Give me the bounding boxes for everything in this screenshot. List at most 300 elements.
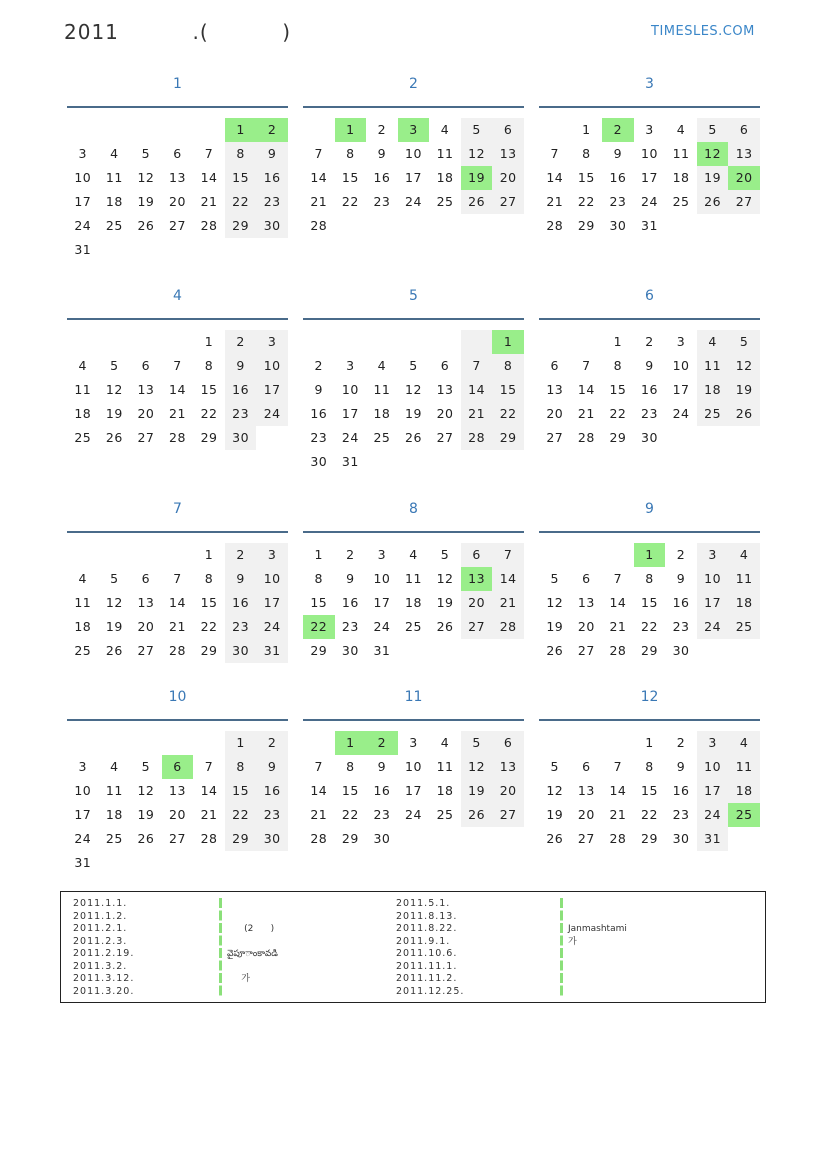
day-cell: 28 xyxy=(200,218,218,233)
day-cell: 1 xyxy=(314,547,323,562)
month-10 xyxy=(67,685,288,875)
empty-cell xyxy=(130,238,162,262)
holiday-date: 2011.2.3. xyxy=(73,935,128,947)
day-cell: 23 xyxy=(373,807,391,822)
day-cell: 23 xyxy=(256,803,288,827)
day-cell: 21 xyxy=(310,194,328,209)
day-cell: 20 xyxy=(577,619,595,634)
empty-cell xyxy=(571,543,603,567)
day-cell: 19 xyxy=(546,619,564,634)
day-cell: 20 xyxy=(169,194,186,209)
day-cell: 26 xyxy=(405,430,422,445)
week-row xyxy=(67,378,288,402)
day-cell: 20 xyxy=(492,779,524,803)
day-cell: 9 xyxy=(225,354,257,378)
empty-cell xyxy=(429,827,461,851)
day-cell: 11 xyxy=(74,595,92,610)
day-cell: 26 xyxy=(436,619,454,634)
day-cell: 6 xyxy=(162,755,194,779)
empty-cell xyxy=(461,639,493,663)
empty-cell xyxy=(492,214,524,238)
empty-cell xyxy=(130,731,162,755)
week-row xyxy=(539,166,760,190)
day-cell: 21 xyxy=(609,807,627,822)
day-cell: 8 xyxy=(204,571,214,586)
day-cell: 8 xyxy=(645,571,654,586)
day-cell: 27 xyxy=(461,615,493,639)
empty-cell xyxy=(539,330,571,354)
day-cell: 27 xyxy=(169,218,186,233)
day-cell: 16 xyxy=(341,595,359,610)
day-cell: 7 xyxy=(173,571,182,586)
weekday-header xyxy=(303,320,524,330)
day-cell: 14 xyxy=(169,595,186,610)
day-cell: 16 xyxy=(256,166,288,190)
day-cell: 30 xyxy=(373,831,391,846)
day-cell: 24 xyxy=(641,194,658,209)
day-cell: 22 xyxy=(341,807,359,822)
holiday-date: 2011.2.1. xyxy=(73,923,128,934)
day-cell: 30 xyxy=(256,827,288,851)
week-row xyxy=(539,543,760,567)
week-row xyxy=(67,731,288,755)
day-cell: 1 xyxy=(204,547,214,562)
week-row xyxy=(539,354,760,378)
month-2 xyxy=(303,72,524,238)
day-cell: 13 xyxy=(577,783,595,798)
empty-cell xyxy=(429,330,461,354)
day-cell: 15 xyxy=(641,595,658,610)
day-cell: 15 xyxy=(310,595,328,610)
day-cell: 29 xyxy=(200,430,218,445)
day-cell: 27 xyxy=(577,831,595,846)
day-cell: 7 xyxy=(582,358,591,373)
day-cell: 27 xyxy=(169,831,186,846)
empty-cell xyxy=(697,214,729,238)
day-cell: 25 xyxy=(405,619,422,634)
day-cell: 10 xyxy=(405,759,422,774)
weekday-header xyxy=(539,721,760,731)
day-cell: 2 xyxy=(602,118,634,142)
empty-cell xyxy=(461,330,493,354)
week-row xyxy=(539,214,760,238)
day-cell: 8 xyxy=(225,142,257,166)
holiday-name xyxy=(568,986,627,999)
day-cell: 25 xyxy=(728,803,760,827)
day-cell: 6 xyxy=(492,118,524,142)
day-cell: 14 xyxy=(310,170,328,185)
day-cell: 20 xyxy=(577,807,595,822)
day-cell: 25 xyxy=(697,402,729,426)
empty-cell xyxy=(130,118,162,142)
day-cell: 22 xyxy=(200,619,218,634)
holiday-name xyxy=(568,961,627,974)
day-cell: 6 xyxy=(141,358,151,373)
week-row xyxy=(303,779,524,803)
week-row xyxy=(303,426,524,450)
holiday-date: 2011.8.13. xyxy=(396,910,458,922)
day-cell: 1 xyxy=(634,543,666,567)
weekday-header xyxy=(67,721,288,731)
empty-cell xyxy=(571,731,603,755)
day-cell: 24 xyxy=(256,402,288,426)
week-row xyxy=(67,330,288,354)
day-cell: 11 xyxy=(405,571,422,586)
day-cell: 2 xyxy=(377,122,387,137)
day-cell: 18 xyxy=(74,406,92,421)
empty-cell xyxy=(697,639,729,663)
day-cell: 20 xyxy=(436,406,454,421)
holiday-date: 2011.8.22. xyxy=(396,923,458,934)
day-cell: 21 xyxy=(169,619,186,634)
day-cell: 2 xyxy=(256,731,288,755)
week-row xyxy=(67,639,288,663)
day-cell: 21 xyxy=(492,591,524,615)
day-cell: 8 xyxy=(492,354,524,378)
empty-cell xyxy=(398,330,430,354)
day-cell: 23 xyxy=(672,807,690,822)
day-cell: 14 xyxy=(609,595,627,610)
day-cell: 11 xyxy=(105,783,123,798)
day-cell: 23 xyxy=(672,619,690,634)
week-row xyxy=(303,803,524,827)
day-cell: 17 xyxy=(256,378,288,402)
day-cell: 20 xyxy=(461,591,493,615)
week-row xyxy=(539,190,760,214)
day-cell: 11 xyxy=(728,755,760,779)
day-cell: 15 xyxy=(641,783,658,798)
day-cell: 3 xyxy=(398,118,430,142)
empty-cell xyxy=(602,731,634,755)
day-cell: 5 xyxy=(110,358,119,373)
day-cell: 14 xyxy=(200,170,218,185)
day-cell: 30 xyxy=(341,643,359,658)
empty-cell xyxy=(99,330,131,354)
week-row xyxy=(67,755,288,779)
day-cell: 6 xyxy=(461,543,493,567)
empty-cell xyxy=(429,214,461,238)
week-row xyxy=(539,426,760,450)
day-cell: 3 xyxy=(256,330,288,354)
empty-cell xyxy=(571,330,603,354)
holiday-name: వైపూ‌ాంకావడి xyxy=(227,949,278,959)
day-cell: 24 xyxy=(405,807,422,822)
day-cell: 19 xyxy=(405,406,422,421)
day-cell: 24 xyxy=(405,194,422,209)
day-cell: 25 xyxy=(105,831,123,846)
empty-cell xyxy=(162,118,194,142)
month-title: 9 xyxy=(645,501,654,517)
day-cell: 12 xyxy=(105,382,123,397)
empty-cell xyxy=(665,214,697,238)
month-title: 4 xyxy=(173,288,182,304)
day-cell: 4 xyxy=(110,146,119,161)
day-cell: 18 xyxy=(74,619,92,634)
day-cell: 10 xyxy=(373,571,391,586)
empty-cell xyxy=(67,330,99,354)
day-cell: 27 xyxy=(492,803,524,827)
day-cell: 1 xyxy=(225,731,257,755)
day-cell: 25 xyxy=(74,643,92,658)
day-cell: 11 xyxy=(436,146,454,161)
weekday-header xyxy=(303,721,524,731)
day-cell: 11 xyxy=(436,759,454,774)
day-cell: 3 xyxy=(645,122,654,137)
empty-cell xyxy=(162,238,194,262)
day-cell: 26 xyxy=(137,218,155,233)
empty-cell xyxy=(99,851,131,875)
month-6 xyxy=(539,284,760,450)
day-cell: 12 xyxy=(436,571,454,586)
day-cell: 4 xyxy=(377,358,387,373)
day-cell: 3 xyxy=(346,358,355,373)
holiday-date: 2011.3.2. xyxy=(73,960,128,972)
empty-cell xyxy=(193,118,225,142)
day-cell: 5 xyxy=(550,571,559,586)
week-row xyxy=(539,639,760,663)
day-cell: 22 xyxy=(577,194,595,209)
day-cell: 17 xyxy=(405,783,422,798)
month-title: 5 xyxy=(409,288,418,304)
day-cell: 8 xyxy=(314,571,323,586)
day-cell: 14 xyxy=(609,783,627,798)
empty-cell xyxy=(398,214,430,238)
week-row xyxy=(303,354,524,378)
day-cell: 25 xyxy=(728,615,760,639)
week-row xyxy=(67,779,288,803)
day-cell: 11 xyxy=(373,382,391,397)
day-cell: 19 xyxy=(137,194,155,209)
week-row xyxy=(539,827,760,851)
day-cell: 13 xyxy=(546,382,564,397)
day-cell: 13 xyxy=(169,170,186,185)
day-cell: 7 xyxy=(461,354,493,378)
empty-cell xyxy=(130,851,162,875)
day-cell: 23 xyxy=(641,406,658,421)
day-cell: 5 xyxy=(110,571,119,586)
day-cell: 10 xyxy=(672,358,690,373)
empty-cell xyxy=(162,543,194,567)
day-cell: 5 xyxy=(141,146,151,161)
day-cell: 19 xyxy=(697,166,729,190)
day-cell: 8 xyxy=(346,759,355,774)
day-cell: 12 xyxy=(461,142,493,166)
day-cell: 2 xyxy=(225,543,257,567)
day-cell: 2 xyxy=(676,735,686,750)
empty-cell xyxy=(256,426,288,450)
day-cell: 13 xyxy=(577,595,595,610)
day-cell: 1 xyxy=(645,735,654,750)
day-cell: 31 xyxy=(256,639,288,663)
day-cell: 10 xyxy=(256,567,288,591)
day-cell: 15 xyxy=(577,170,595,185)
day-cell: 31 xyxy=(641,218,658,233)
empty-cell xyxy=(99,238,131,262)
holiday-date: 2011.3.20. xyxy=(73,985,135,997)
day-cell: 26 xyxy=(546,831,564,846)
weekday-header xyxy=(539,108,760,118)
empty-cell xyxy=(99,118,131,142)
day-cell: 24 xyxy=(697,803,729,827)
day-cell: 15 xyxy=(225,779,257,803)
day-cell: 27 xyxy=(577,643,595,658)
day-cell: 21 xyxy=(609,619,627,634)
week-row xyxy=(539,402,760,426)
day-cell: 6 xyxy=(582,571,591,586)
week-row xyxy=(67,238,288,262)
day-cell: 27 xyxy=(436,430,454,445)
day-cell: 28 xyxy=(546,218,564,233)
day-cell: 16 xyxy=(373,170,391,185)
week-row xyxy=(303,118,524,142)
day-cell: 1 xyxy=(492,330,524,354)
day-cell: 5 xyxy=(440,547,450,562)
day-cell: 6 xyxy=(173,146,182,161)
empty-cell xyxy=(728,426,760,450)
holiday-name xyxy=(227,911,278,924)
day-cell: 13 xyxy=(137,382,155,397)
day-cell: 26 xyxy=(546,643,564,658)
week-row xyxy=(539,378,760,402)
empty-cell xyxy=(67,118,99,142)
day-cell: 12 xyxy=(461,755,493,779)
day-cell: 25 xyxy=(436,194,454,209)
day-cell: 12 xyxy=(546,783,564,798)
empty-cell xyxy=(602,543,634,567)
weekday-header xyxy=(303,108,524,118)
day-cell: 28 xyxy=(169,643,186,658)
empty-cell xyxy=(398,827,430,851)
holiday-name: Janmashtami xyxy=(568,924,627,934)
day-cell: 7 xyxy=(613,571,623,586)
day-cell: 22 xyxy=(641,619,658,634)
day-cell: 8 xyxy=(645,759,654,774)
day-cell: 13 xyxy=(137,595,155,610)
day-cell: 2 xyxy=(314,358,323,373)
day-cell: 18 xyxy=(728,779,760,803)
month-title: 3 xyxy=(645,76,654,92)
day-cell: 21 xyxy=(169,406,186,421)
week-row xyxy=(67,166,288,190)
day-cell: 5 xyxy=(728,330,760,354)
empty-cell xyxy=(366,450,398,474)
week-row xyxy=(303,731,524,755)
day-cell: 20 xyxy=(546,406,564,421)
day-cell: 3 xyxy=(409,735,418,750)
week-row xyxy=(303,755,524,779)
day-cell: 16 xyxy=(609,170,627,185)
day-cell: 6 xyxy=(492,731,524,755)
week-row xyxy=(303,330,524,354)
day-cell: 10 xyxy=(405,146,422,161)
day-cell: 22 xyxy=(303,615,335,639)
site-logo[interactable]: TIMESLES.COM xyxy=(651,24,755,39)
empty-cell xyxy=(99,543,131,567)
month-title: 12 xyxy=(640,689,659,705)
day-cell: 17 xyxy=(697,591,729,615)
day-cell: 23 xyxy=(225,402,257,426)
day-cell: 3 xyxy=(676,334,686,349)
day-cell: 10 xyxy=(74,783,92,798)
holiday-name xyxy=(568,898,627,911)
day-cell: 12 xyxy=(728,354,760,378)
day-cell: 9 xyxy=(256,755,288,779)
day-cell: 4 xyxy=(110,759,119,774)
day-cell: 9 xyxy=(225,567,257,591)
empty-cell xyxy=(67,543,99,567)
day-cell: 17 xyxy=(405,170,422,185)
day-cell: 11 xyxy=(697,354,729,378)
day-cell: 22 xyxy=(200,406,218,421)
week-row xyxy=(67,827,288,851)
day-cell: 18 xyxy=(105,194,123,209)
day-cell: 18 xyxy=(436,170,454,185)
week-row xyxy=(67,118,288,142)
empty-cell xyxy=(162,851,194,875)
day-cell: 7 xyxy=(204,146,214,161)
day-cell: 14 xyxy=(577,382,595,397)
day-cell: 7 xyxy=(550,146,559,161)
week-row xyxy=(67,214,288,238)
day-cell: 16 xyxy=(225,591,257,615)
week-row xyxy=(303,142,524,166)
empty-cell xyxy=(429,450,461,474)
day-cell: 9 xyxy=(676,759,686,774)
day-cell: 26 xyxy=(461,803,493,827)
day-cell: 1 xyxy=(335,731,367,755)
week-row xyxy=(303,450,524,474)
day-cell: 20 xyxy=(137,619,155,634)
month-7 xyxy=(67,497,288,663)
page-title: 2011 .( ) xyxy=(64,20,292,44)
day-cell: 26 xyxy=(137,831,155,846)
empty-cell xyxy=(162,330,194,354)
day-cell: 9 xyxy=(676,571,686,586)
day-cell: 30 xyxy=(310,454,328,469)
empty-cell xyxy=(697,426,729,450)
day-cell: 14 xyxy=(200,783,218,798)
day-cell: 24 xyxy=(697,615,729,639)
day-cell: 26 xyxy=(105,430,123,445)
day-cell: 25 xyxy=(105,218,123,233)
holiday-date: 2011.9.1. xyxy=(396,935,451,947)
holiday-date: 2011.1.1. xyxy=(73,898,128,909)
empty-cell xyxy=(398,450,430,474)
week-row xyxy=(67,567,288,591)
day-cell: 5 xyxy=(141,759,151,774)
day-cell: 7 xyxy=(173,358,182,373)
day-cell: 22 xyxy=(609,406,627,421)
month-9 xyxy=(539,497,760,663)
week-row xyxy=(539,779,760,803)
holiday-dates-left xyxy=(73,898,134,998)
month-title: 7 xyxy=(173,501,182,517)
day-cell: 30 xyxy=(609,218,627,233)
day-cell: 28 xyxy=(461,426,493,450)
day-cell: 16 xyxy=(310,406,328,421)
day-cell: 1 xyxy=(613,334,623,349)
empty-cell xyxy=(162,731,194,755)
empty-cell xyxy=(539,731,571,755)
day-cell: 11 xyxy=(728,567,760,591)
day-cell: 14 xyxy=(169,382,186,397)
day-cell: 5 xyxy=(461,731,493,755)
day-cell: 4 xyxy=(676,122,686,137)
day-cell: 3 xyxy=(697,543,729,567)
empty-cell xyxy=(366,330,398,354)
day-cell: 3 xyxy=(256,543,288,567)
day-cell: 24 xyxy=(373,619,391,634)
